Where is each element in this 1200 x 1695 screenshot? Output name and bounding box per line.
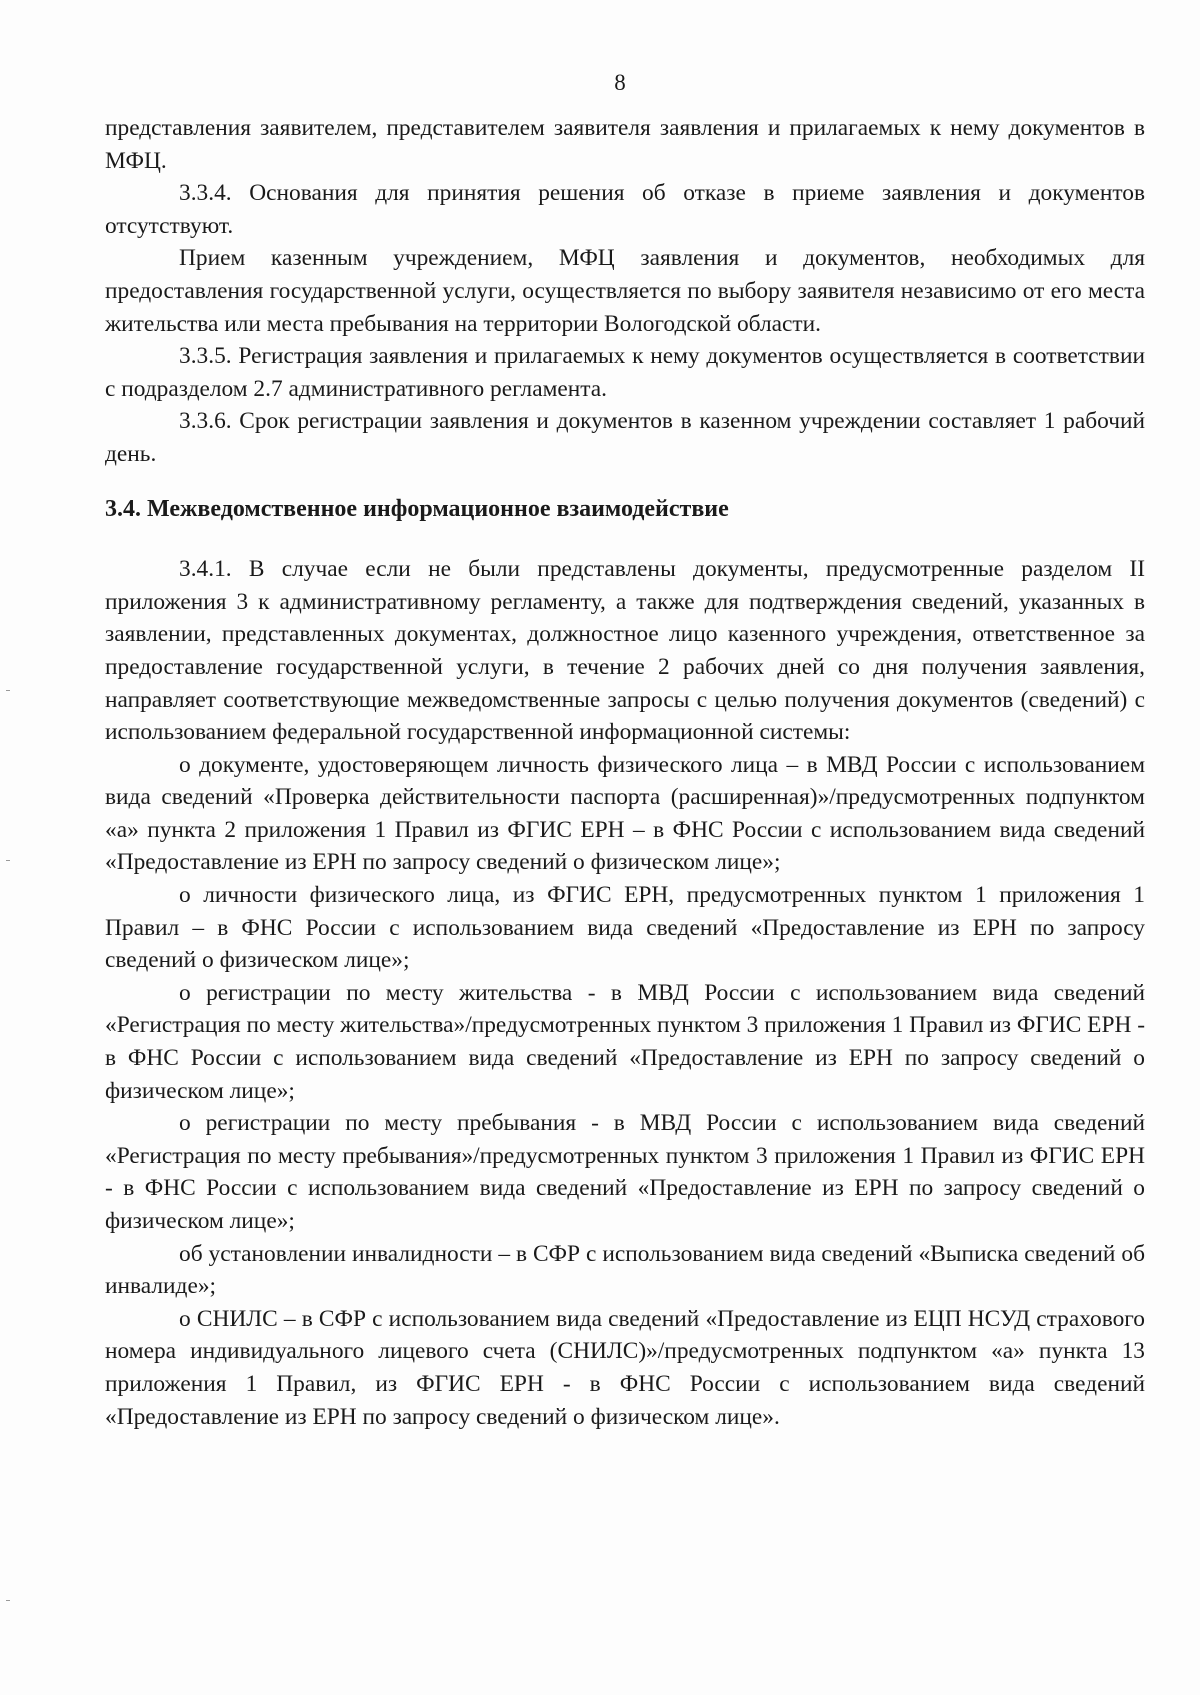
paragraph: Прием казенным учреждением, МФЦ заявления и документов, необходимых для предоставления государственной услуги, осуществляется по выбору заявителя независимо от его места жительства или места пребывания на территории Вологодской области.: [105, 245, 1145, 337]
list-item: о документе, удостоверяющем личность физического лица – в МВД России с использованием вида сведений «Проверка действительности паспорта (расширенная)»/предусмотренных подпунктом «а» пункта 2 приложения 1 Правил из ФГИС ЕРН – в ФНС России с использованием вида сведений «Предоставление из ЕРН по запросу сведений о физическом лице»;: [105, 751, 1145, 876]
list-item: о регистрации по месту жительства - в МВД России с использованием вида сведений «Регистрация по месту жительства»/предусмотренных пунктом 3 приложения 1 Правил из ФГИС ЕРН - в ФНС России с использованием вида сведений «Предоставление из ЕРН по запросу сведений о физическом лице»;: [105, 979, 1145, 1104]
list-item: о СНИЛС – в СФР с использованием вида сведений «Предоставление из ЕЦП НСУД страхового номера индивидуального лицевого счета (СНИЛС)»/предусмотренных подпунктом «а» пункта 13 приложения 1 Правил, из ФГИС ЕРН - в ФНС России с использованием вида сведений «Предоставление из ЕРН по запросу сведений о физическом лице».: [105, 1305, 1145, 1430]
paragraph-3-3-4: 3.3.4. Основания для принятия решения об отказе в приеме заявления и документов отсутствуют.: [105, 180, 1145, 239]
scan-artifact: [6, 860, 10, 861]
list-item: об установлении инвалидности – в СФР с использованием вида сведений «Выписка сведений об инвалиде»;: [105, 1240, 1145, 1300]
list-item: о личности физического лица, из ФГИС ЕРН, предусмотренных пунктом 1 приложения 1 Правил – в ФНС России с использованием вида сведений «Предоставление из ЕРН по запросу сведений о физическом лице»;: [105, 882, 1145, 974]
paragraph: представления заявителем, представителем заявителя заявления и прилагаемых к нему документов в МФЦ.: [105, 115, 1145, 174]
paragraph-3-3-5: 3.3.5. Регистрация заявления и прилагаемых к нему документов осуществляется в соответствии с подразделом 2.7 административного регламента.: [105, 343, 1145, 402]
scan-artifact: [6, 690, 10, 691]
paragraph-3-4-1: 3.4.1. В случае если не были представлены документы, предусмотренные разделом II приложения 3 к административному регламенту, а также для подтверждения сведений, указанных в заявлении, представленных документах, должностное лицо казенного учреждения, ответственное за предоставление государственной услуги, в течение 2 рабочих дней со дня получения заявления, направляет соответствующие межведомственные запросы с целью получения документов (сведений) с использованием федеральной государственной информационной системы:: [105, 556, 1145, 746]
document-body: [105, 112, 1145, 1433]
section-heading: 3.4. Межведомственное информационное взаимодействие: [105, 495, 729, 522]
scan-artifact: [6, 1600, 10, 1601]
paragraph-3-3-6: 3.3.6. Срок регистрации заявления и документов в казенном учреждении составляет 1 рабочий день.: [105, 408, 1145, 467]
page-number: 8: [614, 70, 626, 95]
list-item: о регистрации по месту пребывания - в МВД России с использованием вида сведений «Регистрация по месту пребывания»/предусмотренных пунктом 3 приложения 1 Правил из ФГИС ЕРН - в ФНС России с использованием вида сведений «Предоставление из ЕРН по запросу сведений о физическом лице»;: [105, 1110, 1145, 1234]
